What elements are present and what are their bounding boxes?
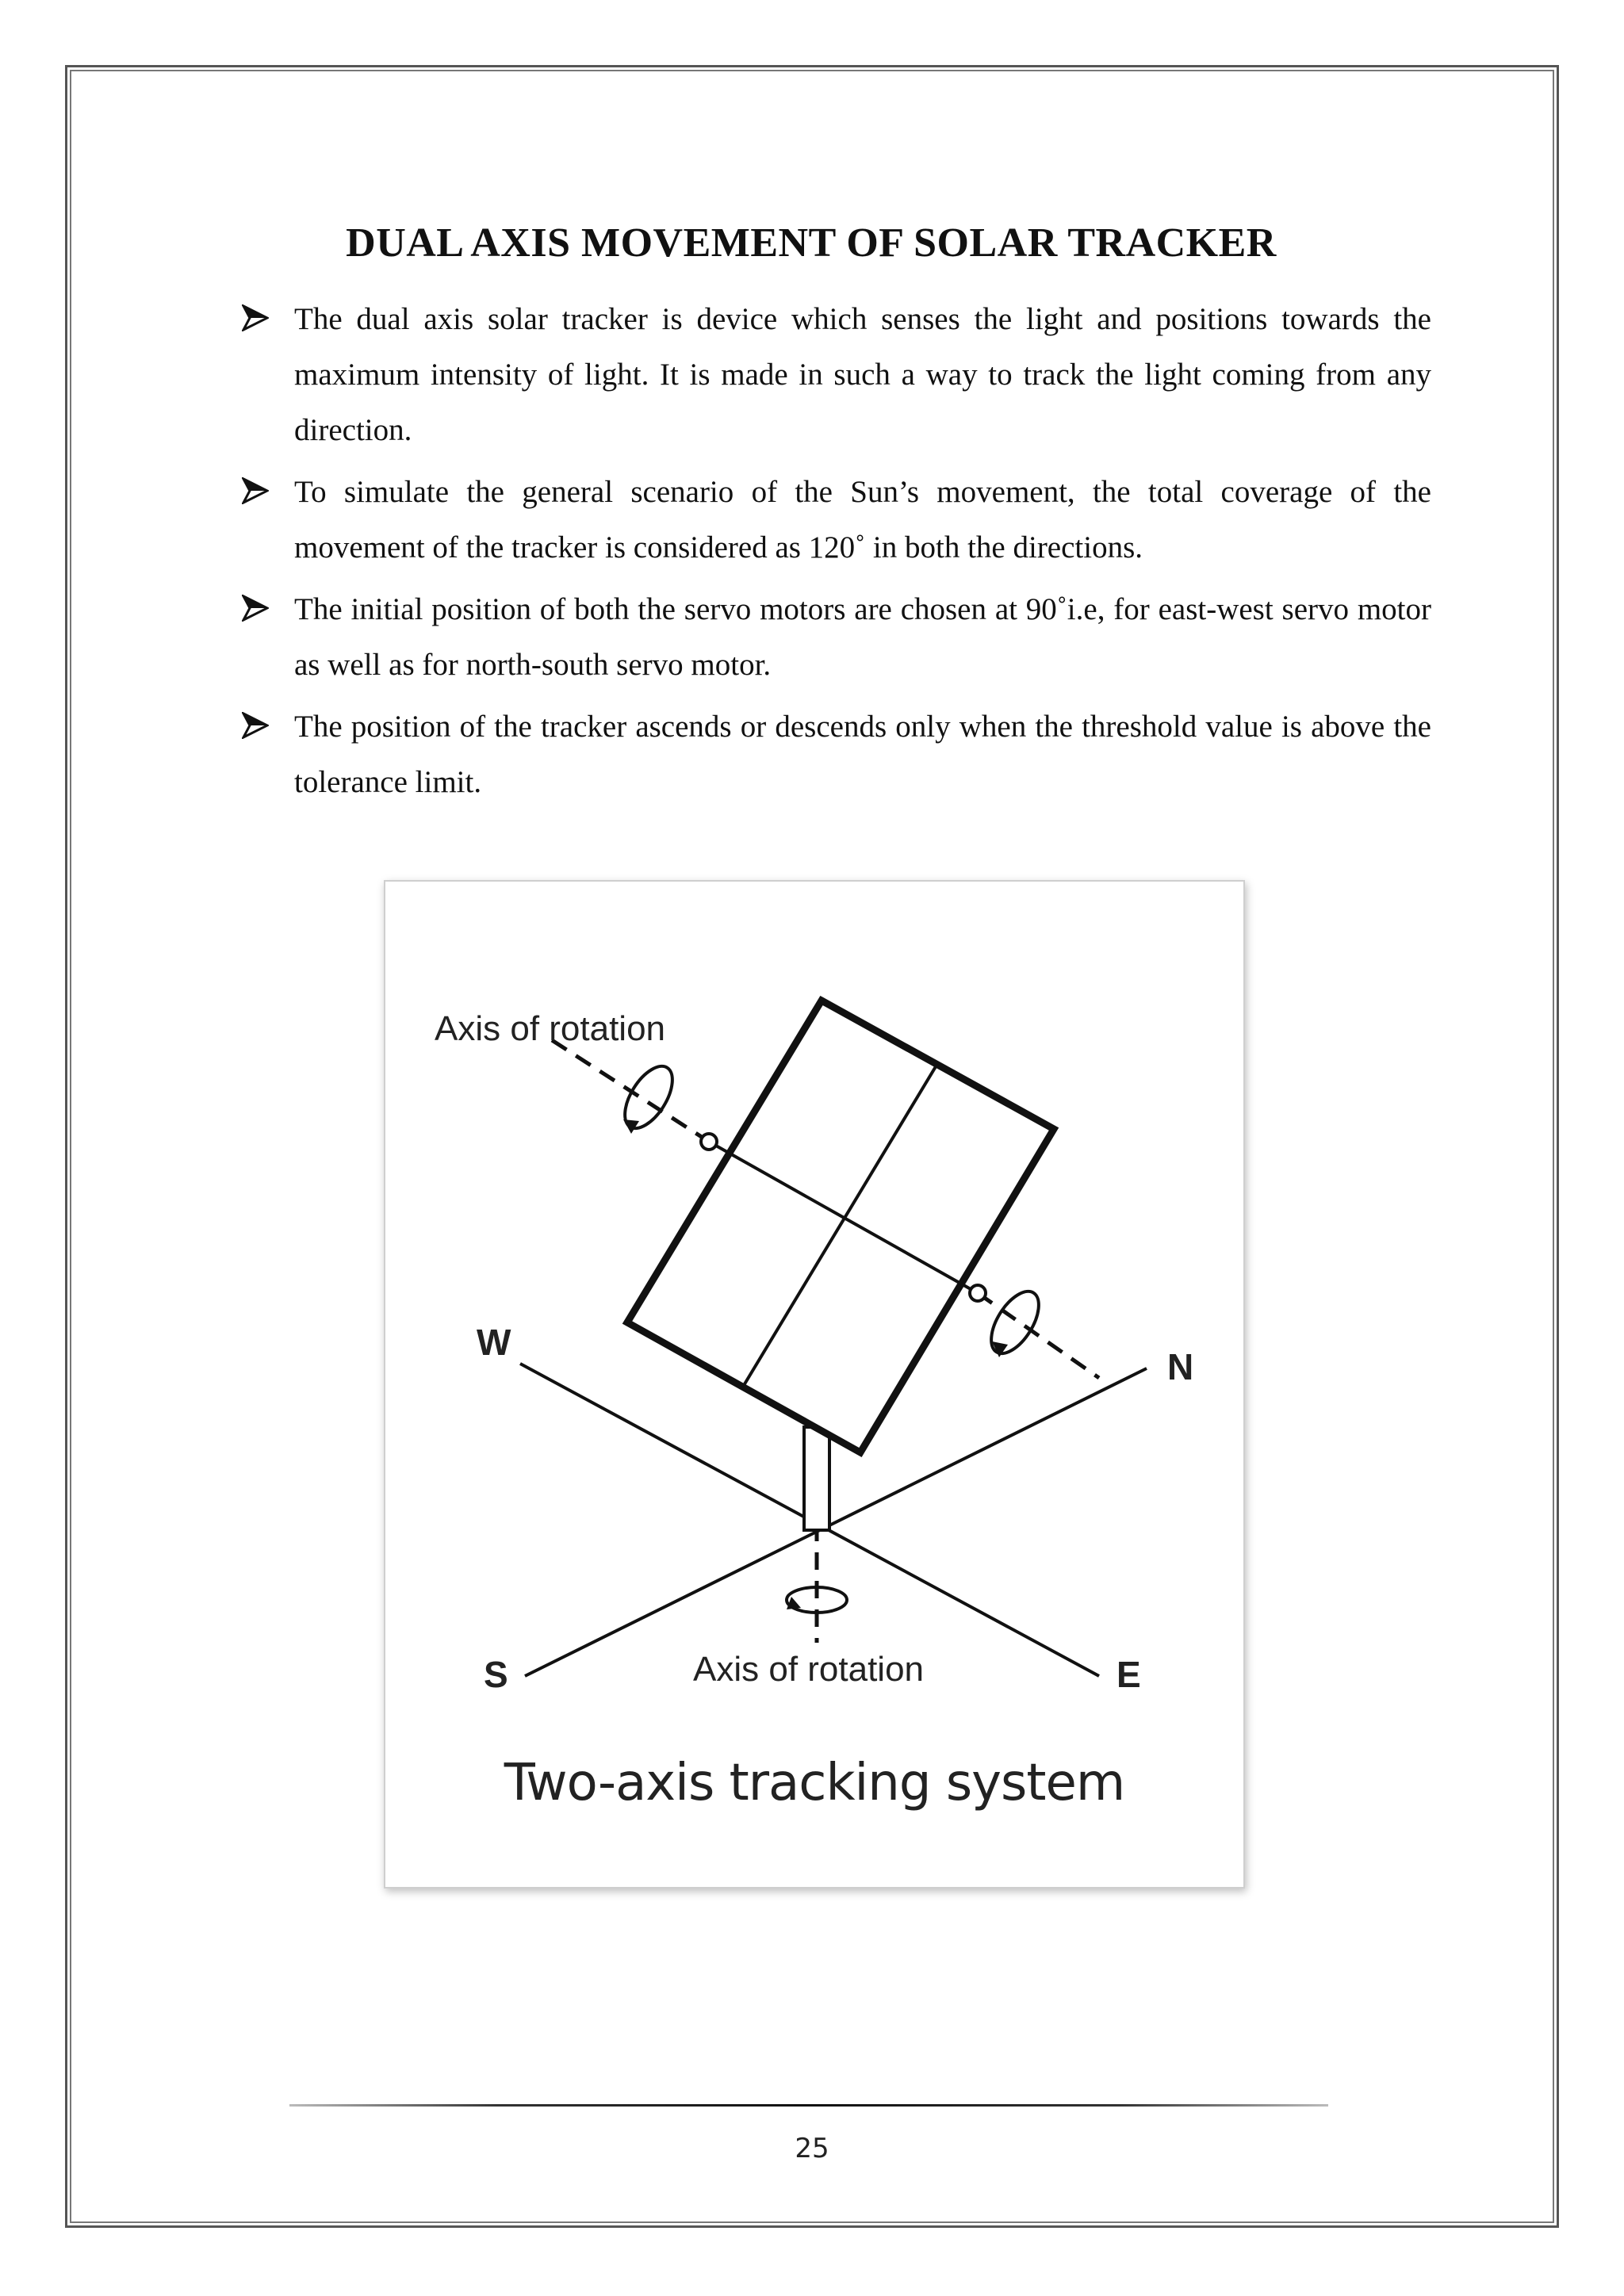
pivot-joint [701,1134,717,1150]
bullet-item [242,699,1431,810]
page-title: DUAL AXIS MOVEMENT OF SOLAR TRACKER [346,220,1277,266]
compass-north-label: N [1167,1346,1194,1387]
bullet-text: To simulate the general scenario of the Sun’s movement, the total coverage of the movement of the tracker is considered as 120˚ in both the directions. [294,475,1431,564]
compass-east-label: E [1116,1654,1141,1695]
bullet-item [242,465,1431,576]
compass-south-label: S [484,1654,508,1695]
bullet-text: The position of the tracker ascends or descends only when the threshold value is above the tolerance limit. [294,710,1431,799]
compass-west-label: W [477,1322,511,1363]
arrowhead-bullet-icon [242,595,269,622]
rotation-arrow-icon [615,1058,682,1136]
bullet-text: The initial position of both the servo motors are chosen at 90˚i.e, for east-west servo motor as well as for north-south servo motor. [294,592,1431,682]
axis-of-rotation-label-bottom: Axis of rotation [693,1650,925,1689]
arrowhead-bullet-icon [242,712,269,739]
arrowhead-bullet-icon [242,477,269,504]
bullet-item [242,582,1431,693]
bullet-item [242,292,1431,458]
tracker-post [804,1427,829,1530]
bullet-text: The dual axis solar tracker is device which senses the light and positions towards the maximum intensity of light. It is made in such a way to track the light coming from any direction. [294,302,1431,447]
bullet-list [242,292,1431,817]
rotation-arrow-icon [982,1284,1048,1361]
footer-rule [289,2104,1328,2107]
page-number: 25 [795,2133,829,2164]
figure-two-axis-tracker [384,880,1245,1888]
figure-caption: Two-axis tracking system [504,1754,1125,1812]
tracker-diagram [385,882,1243,1887]
axis-of-rotation-label-top: Axis of rotation [435,1009,666,1048]
pivot-joint [970,1285,986,1301]
arrowhead-bullet-icon [242,304,269,331]
